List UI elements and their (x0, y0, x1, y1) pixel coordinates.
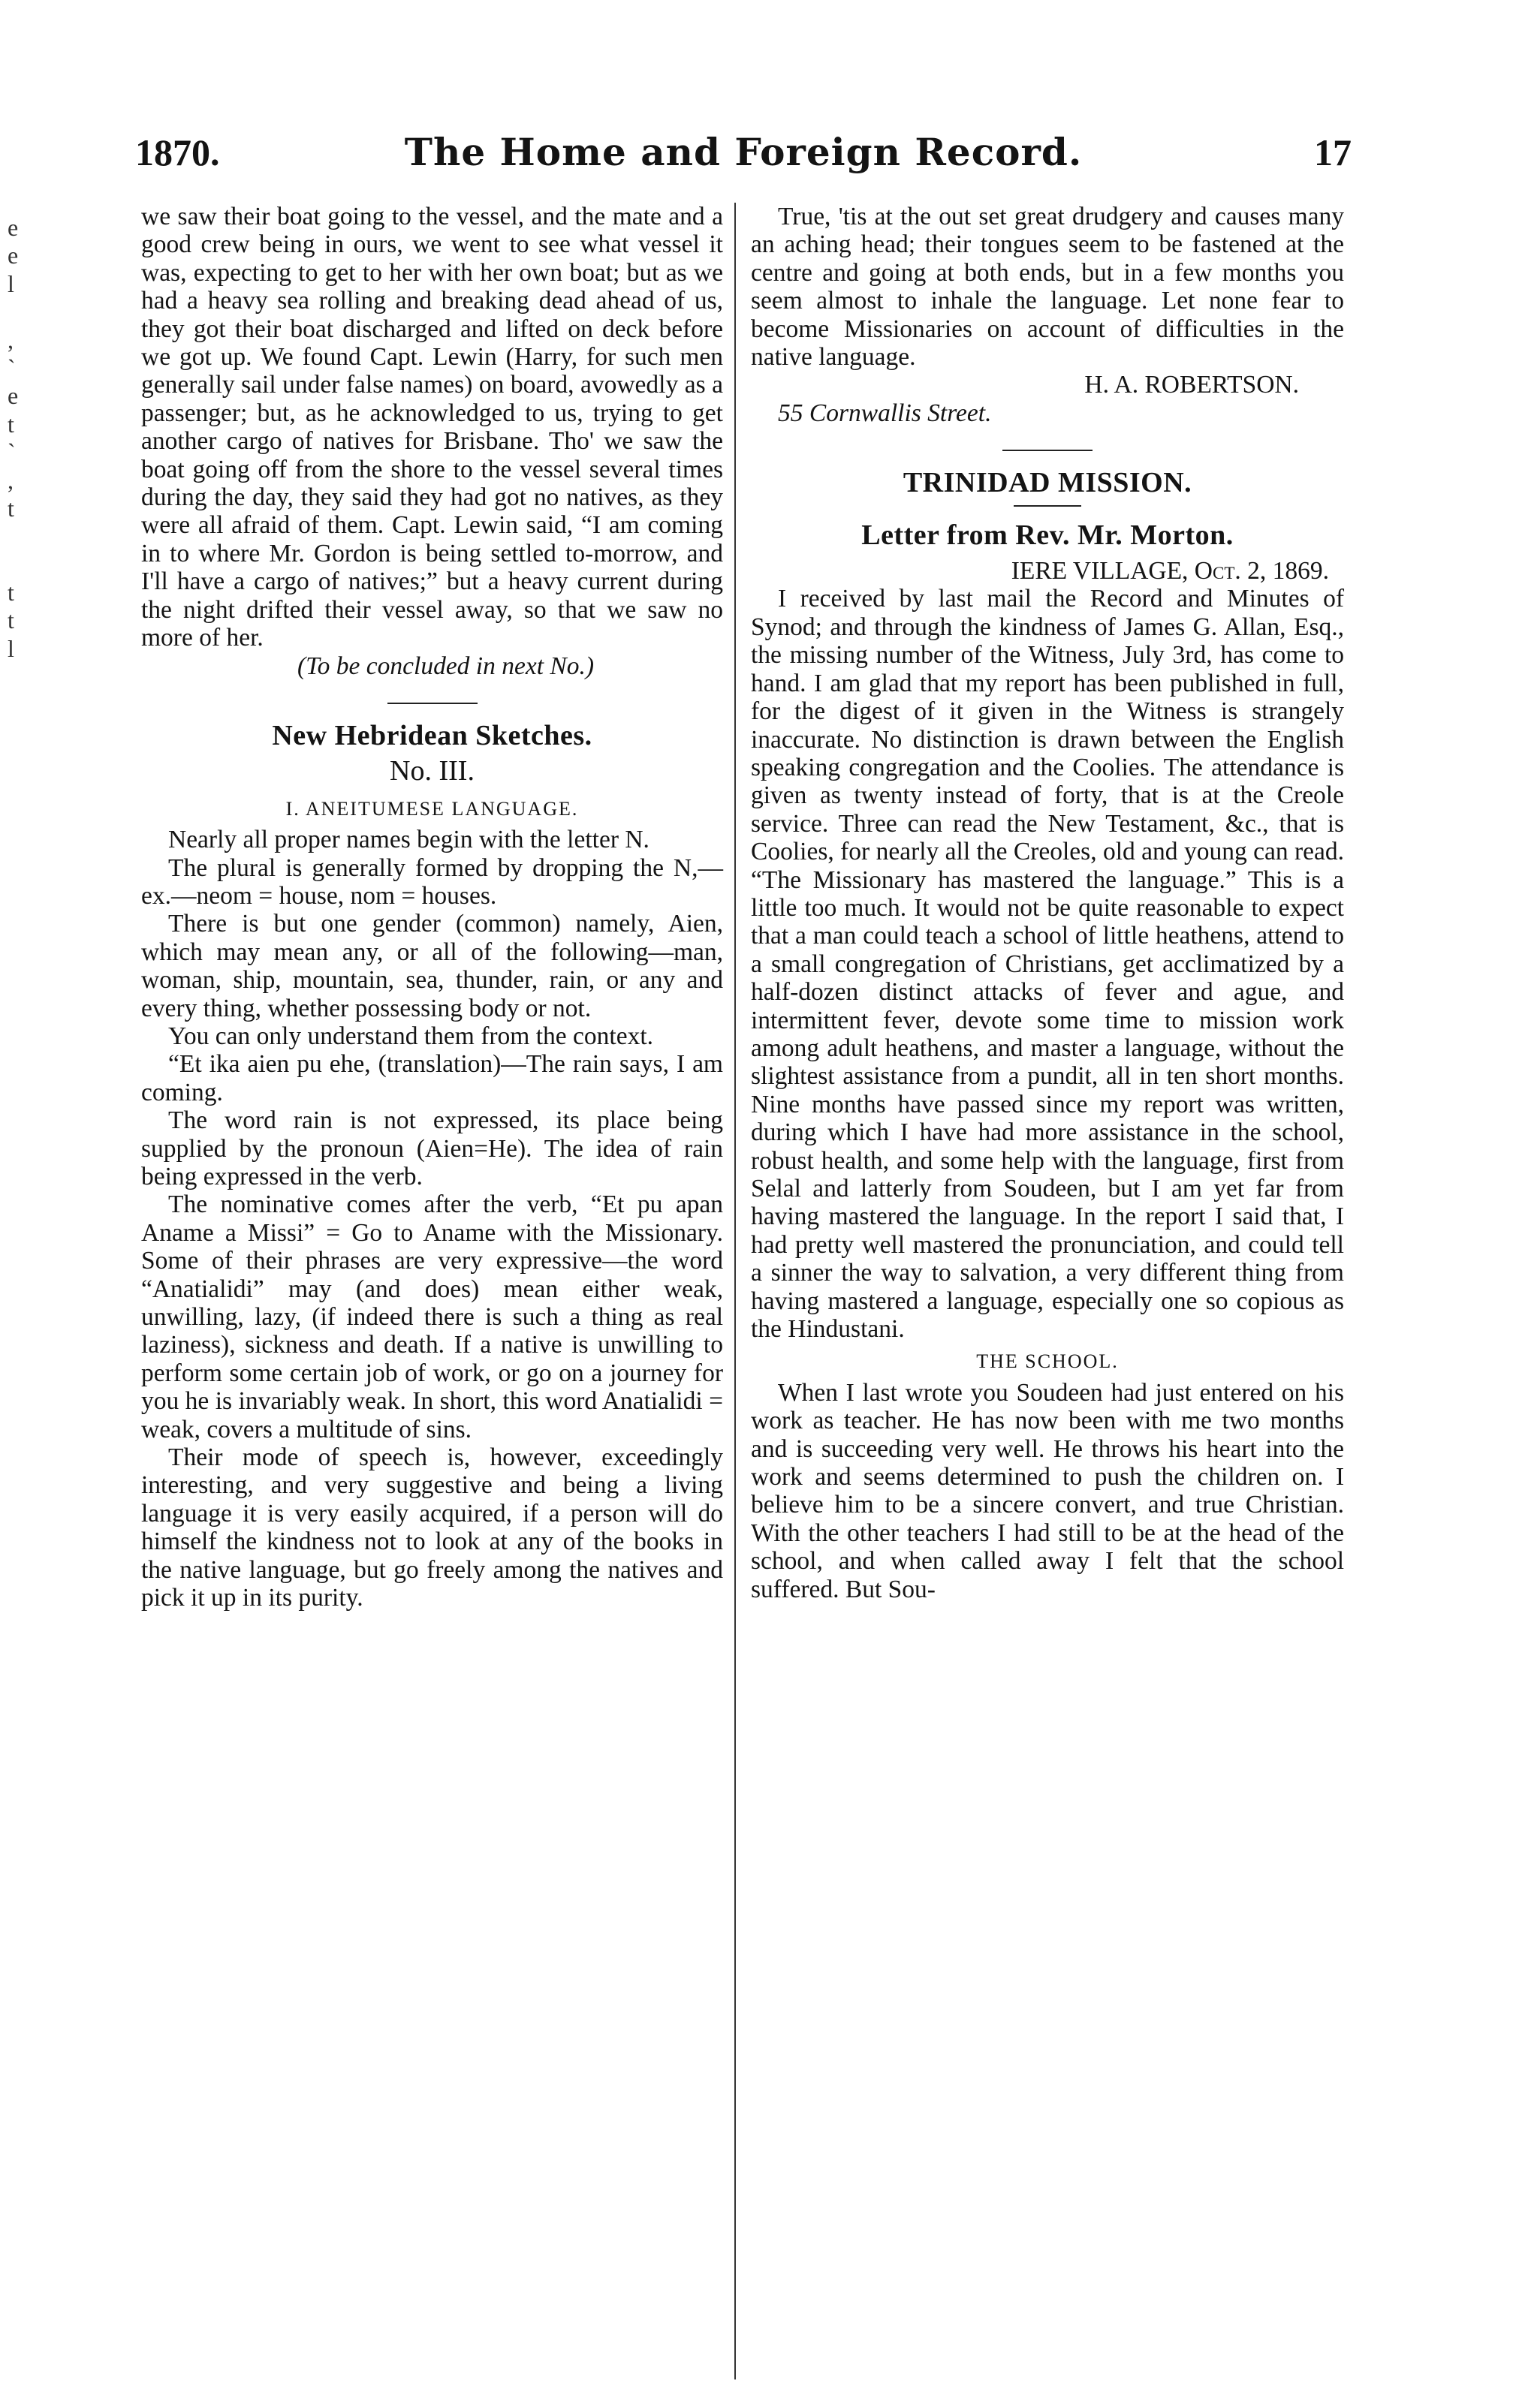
left-paragraph-9: Their mode of speech is, however, exceedingly interesting, and very suggestive and being a living language it is very easily acquired, if a person will do himself the kindness not to look at any of the books in the native language, but go freely among the natives and pick it up in its purity. (141, 1443, 723, 1612)
margin-mark: l (8, 269, 14, 297)
separator-rule-3 (1014, 505, 1081, 507)
margin-mark (8, 551, 30, 579)
dateline: IERE VILLAGE, Oct. 2, 1869. (1011, 557, 1329, 585)
section-title-new-hebridean: New Hebridean Sketches. (272, 719, 592, 751)
margin-mark: , (8, 326, 14, 354)
margin-mark: t (8, 410, 14, 438)
left-paragraph-4: There is but one gender (common) namely, Aien, which may mean any, or all of the following—man, woman, ship, mountain, sea, thunder, rain, or any and every thing, whether possessing body or not. (141, 910, 723, 1022)
left-paragraph-8: The nominative comes after the verb, “Et pu apan Aname a Missi” = Go to Aname with the Missionary. Some of their phrases are very expressive—the word “Anatialidi” may (and does) mean either weak, unwilling, lazy, (if indeed there is such a thing as real laziness), sickness and death. If a native is unwilling to perform some certain job of work, or go on a journey for you he is invariably weak. In short, this word Anatialidi = weak, covers a multitude of sins. (141, 1190, 723, 1443)
section-number: No. III. (390, 755, 475, 787)
right-column (751, 203, 1344, 1603)
right-paragraph-2: I received by last mail the Record and Minutes of Synod; and through the kindness of James G. Allan, Esq., the missing number of the Witness, July 3rd, has come to hand. I am glad that my report has been published in full, for the digest of it given in the Witness is strangely inaccurate. No distinction is drawn between the English speaking congregation and the Coolies. The attendance is given as twenty instead of forty, that is at the Creole service. Three can read the New Testament, &c., that is Coolies, for nearly all the Creoles, old and young can read. “The Missionary has mastered the language.” This is a little too much. It would not be quite reasonable to expect that a man could teach a school of little heathens, attend to a small congregation of Christians, get acclimatized by a half-dozen distinct attacks of fever and ague, and intermittent fever, devote some time to mission work among adult heathens, and master a language, without the slightest assistance from a pundit, all in ten short months. Nine months have passed since my report was written, during which I have had more assistance in the school, robust health, and some help with the language, first from Selal and latterly from Soudeen, but I am yet far from having mastered the language. In the report I said that, I had pretty well mastered the pronunciation, and could tell a sinner the way to salvation, a very different thing from having mastered a language, especially one so copious as the Hindustani. (751, 585, 1344, 1344)
subhead-language: I. ANEITUMESE LANGUAGE. (285, 797, 579, 820)
signature: H. A. ROBERTSON. (1084, 371, 1299, 399)
margin-mark: l (8, 634, 14, 662)
right-paragraph-3: When I last wrote you Soudeen had just entered on his work as teacher. He has now been with me two months and is succeeding very well. He throws his heart into the work and seems determined to push the children on. I believe him to be a sincere convert, and true Christian. With the other teachers I had still to be at the head of the school, and when called away I felt that the school suffered. But Sou- (751, 1378, 1344, 1603)
margin-mark: t (8, 579, 14, 607)
right-paragraph-1: True, 'tis at the out set great drudgery and causes many an aching head; their tongues seem to be fastened at the centre and going at both ends, but in a few months you seem almost to inhale the language. Let none fear to become Missionaries on account of difficulties in the native language. (751, 203, 1344, 372)
margin-marks (8, 214, 30, 663)
margin-mark: t (8, 494, 14, 522)
margin-mark: ` (8, 354, 16, 381)
left-paragraph-6: “Et ika aien pu ehe, (translation)—The rain says, I am coming. (141, 1050, 723, 1106)
margin-mark: e (8, 214, 19, 241)
margin-mark: e (8, 242, 19, 269)
margin-mark: e (8, 382, 19, 410)
left-paragraph-1: we saw their boat going to the vessel, and the mate and a good crew being in ours, we went to see what vessel it was, expecting to get to her with her own boat; but as we had a heavy sea rolling and breaking dead ahead of us, they got their boat discharged and lifted on deck before we got up. We found Capt. Lewin (Harry, for such men generally sail under false names) on board, avowedly as a passenger; but, as he acknowledged to us, trying to get another cargo of natives for Brisbane. Tho' we saw the boat going off from the shore to the vessel several times during the day, they said they had got no natives, as they were all afraid of them. Capt. Lewin said, “I am coming in to where Mr. Gordon is being settled to-morrow, and I'll have a cargo of natives;” but a heavy current during the night drifted their vessel away, so that we saw no more of her. (141, 203, 723, 652)
header-year: 1870. (135, 131, 220, 173)
separator-rule-2 (1002, 450, 1093, 451)
left-column (141, 203, 723, 1612)
header-title: The Home and Foreign Record. (404, 130, 1083, 174)
page-header (135, 126, 1352, 179)
left-paragraph-5: You can only understand them from the context. (168, 1022, 654, 1050)
margin-mark: ` (8, 438, 16, 466)
subhead-school: THE SCHOOL. (976, 1350, 1119, 1373)
header-page-number: 17 (1314, 131, 1352, 173)
margin-mark: , (8, 466, 14, 494)
letter-title: Letter from Rev. Mr. Morton. (861, 519, 1234, 551)
section-title-trinidad: TRINIDAD MISSION. (903, 467, 1192, 499)
continued-note: (To be concluded in next No.) (297, 652, 595, 680)
margin-mark (8, 522, 30, 550)
address: 55 Cornwallis Street. (778, 399, 992, 427)
left-paragraph-3: The plural is generally formed by dropping the N,—ex.—neom = house, nom = houses. (141, 853, 723, 910)
margin-mark: t (8, 607, 14, 634)
margin-mark (8, 298, 30, 326)
separator-rule (387, 703, 478, 704)
column-divider (734, 203, 736, 2379)
left-paragraph-2: Nearly all proper names begin with the letter N. (168, 826, 649, 854)
left-paragraph-7: The word rain is not expressed, its place being supplied by the pronoun (Aien=He). The idea of rain being expressed in the verb. (141, 1106, 723, 1190)
